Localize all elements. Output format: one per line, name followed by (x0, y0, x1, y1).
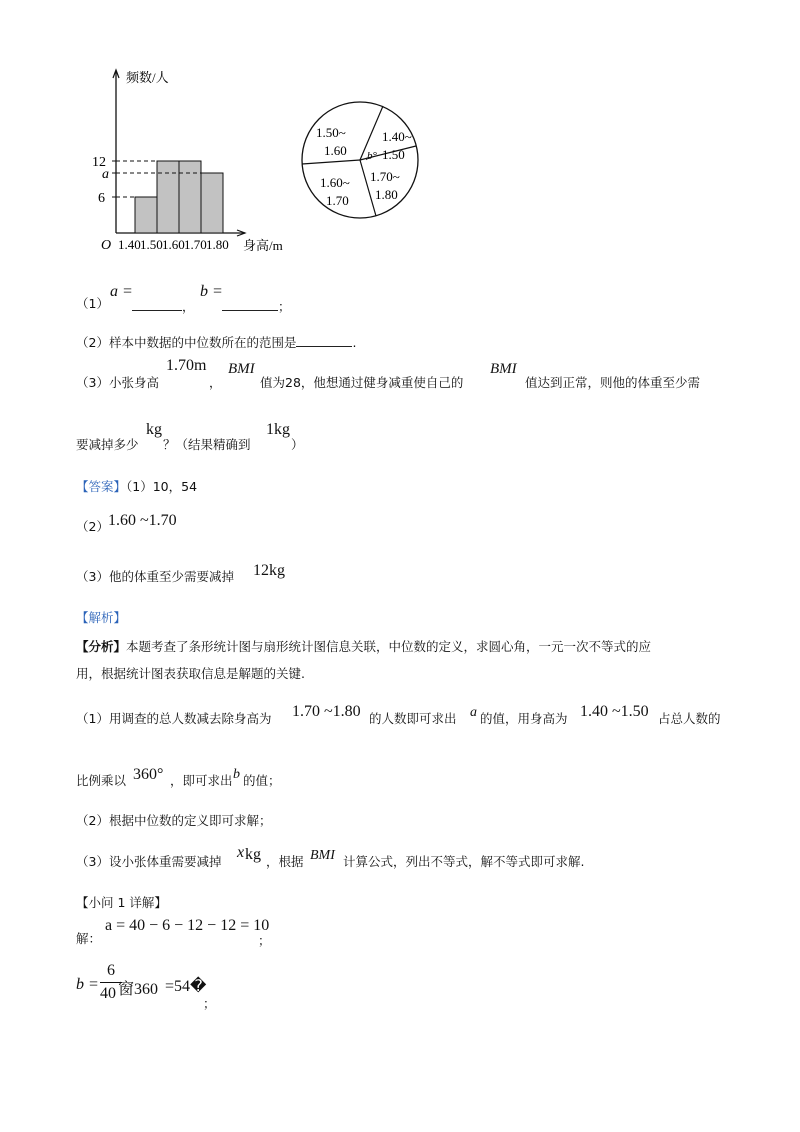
detail-result: =54� (165, 978, 207, 995)
q3-bmi: BMI (490, 361, 517, 377)
detail-eq-a: a = 40 − 6 − 12 − 12 = 10 (105, 917, 270, 934)
q3-p2: 值为28，他想通过健身减重使自己的 (260, 375, 464, 390)
x-tick-label: 1.50 (140, 237, 163, 252)
q3-p6: ） (291, 437, 304, 452)
x-tick-label: 1.40 (118, 237, 141, 252)
pie-label: 1.70~ (370, 169, 400, 184)
fraction-numerator: 6 (107, 962, 115, 979)
analysis-kg: kg (245, 846, 261, 863)
q3-bmi: BMI (228, 361, 255, 377)
analysis-step-1-j: ，即可求出 (170, 773, 233, 788)
x-tick-label: 1.80 (206, 237, 229, 252)
answer-line-3: （3）他的体重至少需要减掉 (76, 569, 234, 584)
analysis-fenxi-line-1: 【分析】本题考查了条形统计图与扇形统计图信息关联，中位数的定义，求圆心角，一元一次不等式的应 (76, 639, 652, 654)
question-number: （1） (76, 296, 109, 311)
detail-semicolon: ； (258, 933, 271, 948)
question-2: （2）样本中数据的中位数所在的范围是 . (76, 335, 357, 350)
analysis-fenxi-line-2: 用，根据统计图表获取信息是解题的关键. (76, 666, 305, 681)
analysis-step-2: （2）根据中位数的定义即可求解； (76, 813, 272, 828)
analysis-var-b: b (233, 767, 240, 782)
q1-b-blank: ； (222, 296, 291, 315)
pie-angle-label: b° (367, 150, 377, 162)
analysis-step-1-h: 比例乘以 (76, 773, 127, 788)
histogram-bar (201, 173, 223, 233)
question-1 (76, 294, 109, 312)
pie-label: 1.60~ (320, 175, 350, 190)
x-tick-label: 1.60 (162, 237, 185, 252)
y-tick-label: 6 (98, 191, 105, 206)
question-3-p1: （3）小张身高 (76, 375, 159, 390)
analysis-step-1-l: 的值； (243, 773, 281, 788)
answer-line-3-value: 12kg (253, 562, 285, 579)
pie-label: 1.80 (375, 187, 398, 202)
q3-comma: ， (209, 375, 222, 390)
pie-label: 1.40~ (382, 129, 412, 144)
analysis-step-1-c: 的人数即可求出 (369, 711, 457, 726)
analysis-tag: 【解析】 (76, 610, 127, 625)
analysis-step-1-g: 占总人数的 (658, 711, 721, 726)
pie-label: 1.50 (382, 147, 405, 162)
x-tick-label: 1.70 (184, 237, 207, 252)
analysis-bmi: BMI (310, 848, 335, 863)
analysis-step-3-f: 计算公式，列出不等式，解不等式即可求解. (343, 854, 585, 869)
frequency-histogram (80, 68, 310, 258)
analysis-var-x: x (237, 844, 245, 861)
y-tick-label: 12 (92, 155, 106, 170)
histogram-bar (157, 161, 179, 233)
q1-a-equation: a = (110, 283, 133, 300)
q1-b-equation: b = (200, 283, 223, 300)
pie-chart (298, 96, 428, 226)
detail-semicolon: ； (203, 996, 216, 1011)
analysis-step-1-e: 的值，用身高为 (480, 711, 568, 726)
histogram-bar (135, 197, 157, 233)
pie-divider (302, 160, 360, 164)
answer-tag: 【答案】 (76, 479, 127, 494)
detail-b: b = (76, 976, 99, 993)
q3-1kg: 1kg (266, 421, 290, 438)
origin-label: O (101, 238, 112, 253)
pie-label: 1.60 (324, 143, 347, 158)
fraction-denominator: 40 (100, 985, 116, 1002)
detail-jie: 解： (76, 931, 102, 946)
analysis-step-3-d: ，根据 (266, 854, 304, 869)
pie-label: 1.70 (326, 193, 349, 208)
analysis-var-a: a (470, 705, 477, 720)
analysis-step-1-a: （1）用调查的总人数减去除身高为 (76, 711, 272, 726)
q3-p4: 要减掉多少 (76, 437, 139, 452)
detail-garbled: 窗360 (118, 981, 159, 998)
q3-kg: kg (146, 421, 162, 438)
answer-line-2-value: 1.60 ~1.70 (108, 512, 177, 529)
answer-line-2-num: （2） (76, 519, 109, 534)
analysis-range: 1.40 ~1.50 (580, 703, 649, 720)
y-tick-label: a (102, 167, 109, 182)
pie-label: 1.50~ (316, 125, 346, 140)
q3-p5: ？（结果精确到 (163, 437, 251, 452)
x-axis-label: 身高/m (243, 238, 283, 253)
histogram-bar (179, 161, 201, 233)
q1-a-blank: ， (132, 296, 195, 315)
analysis-step-3-a: （3）设小张体重需要减掉 (76, 854, 222, 869)
analysis-range: 1.70 ~1.80 (292, 703, 361, 720)
detail-tag: 【小问 1 详解】 (76, 895, 167, 910)
y-axis-label: 频数/人 (126, 70, 169, 85)
q3-height: 1.70m (166, 357, 207, 374)
analysis-360: 360° (133, 766, 164, 783)
answer-line-1: 【答案】（1）10，54 (76, 479, 198, 494)
q3-p3: 值达到正常，则他的体重至少需 (525, 375, 701, 390)
